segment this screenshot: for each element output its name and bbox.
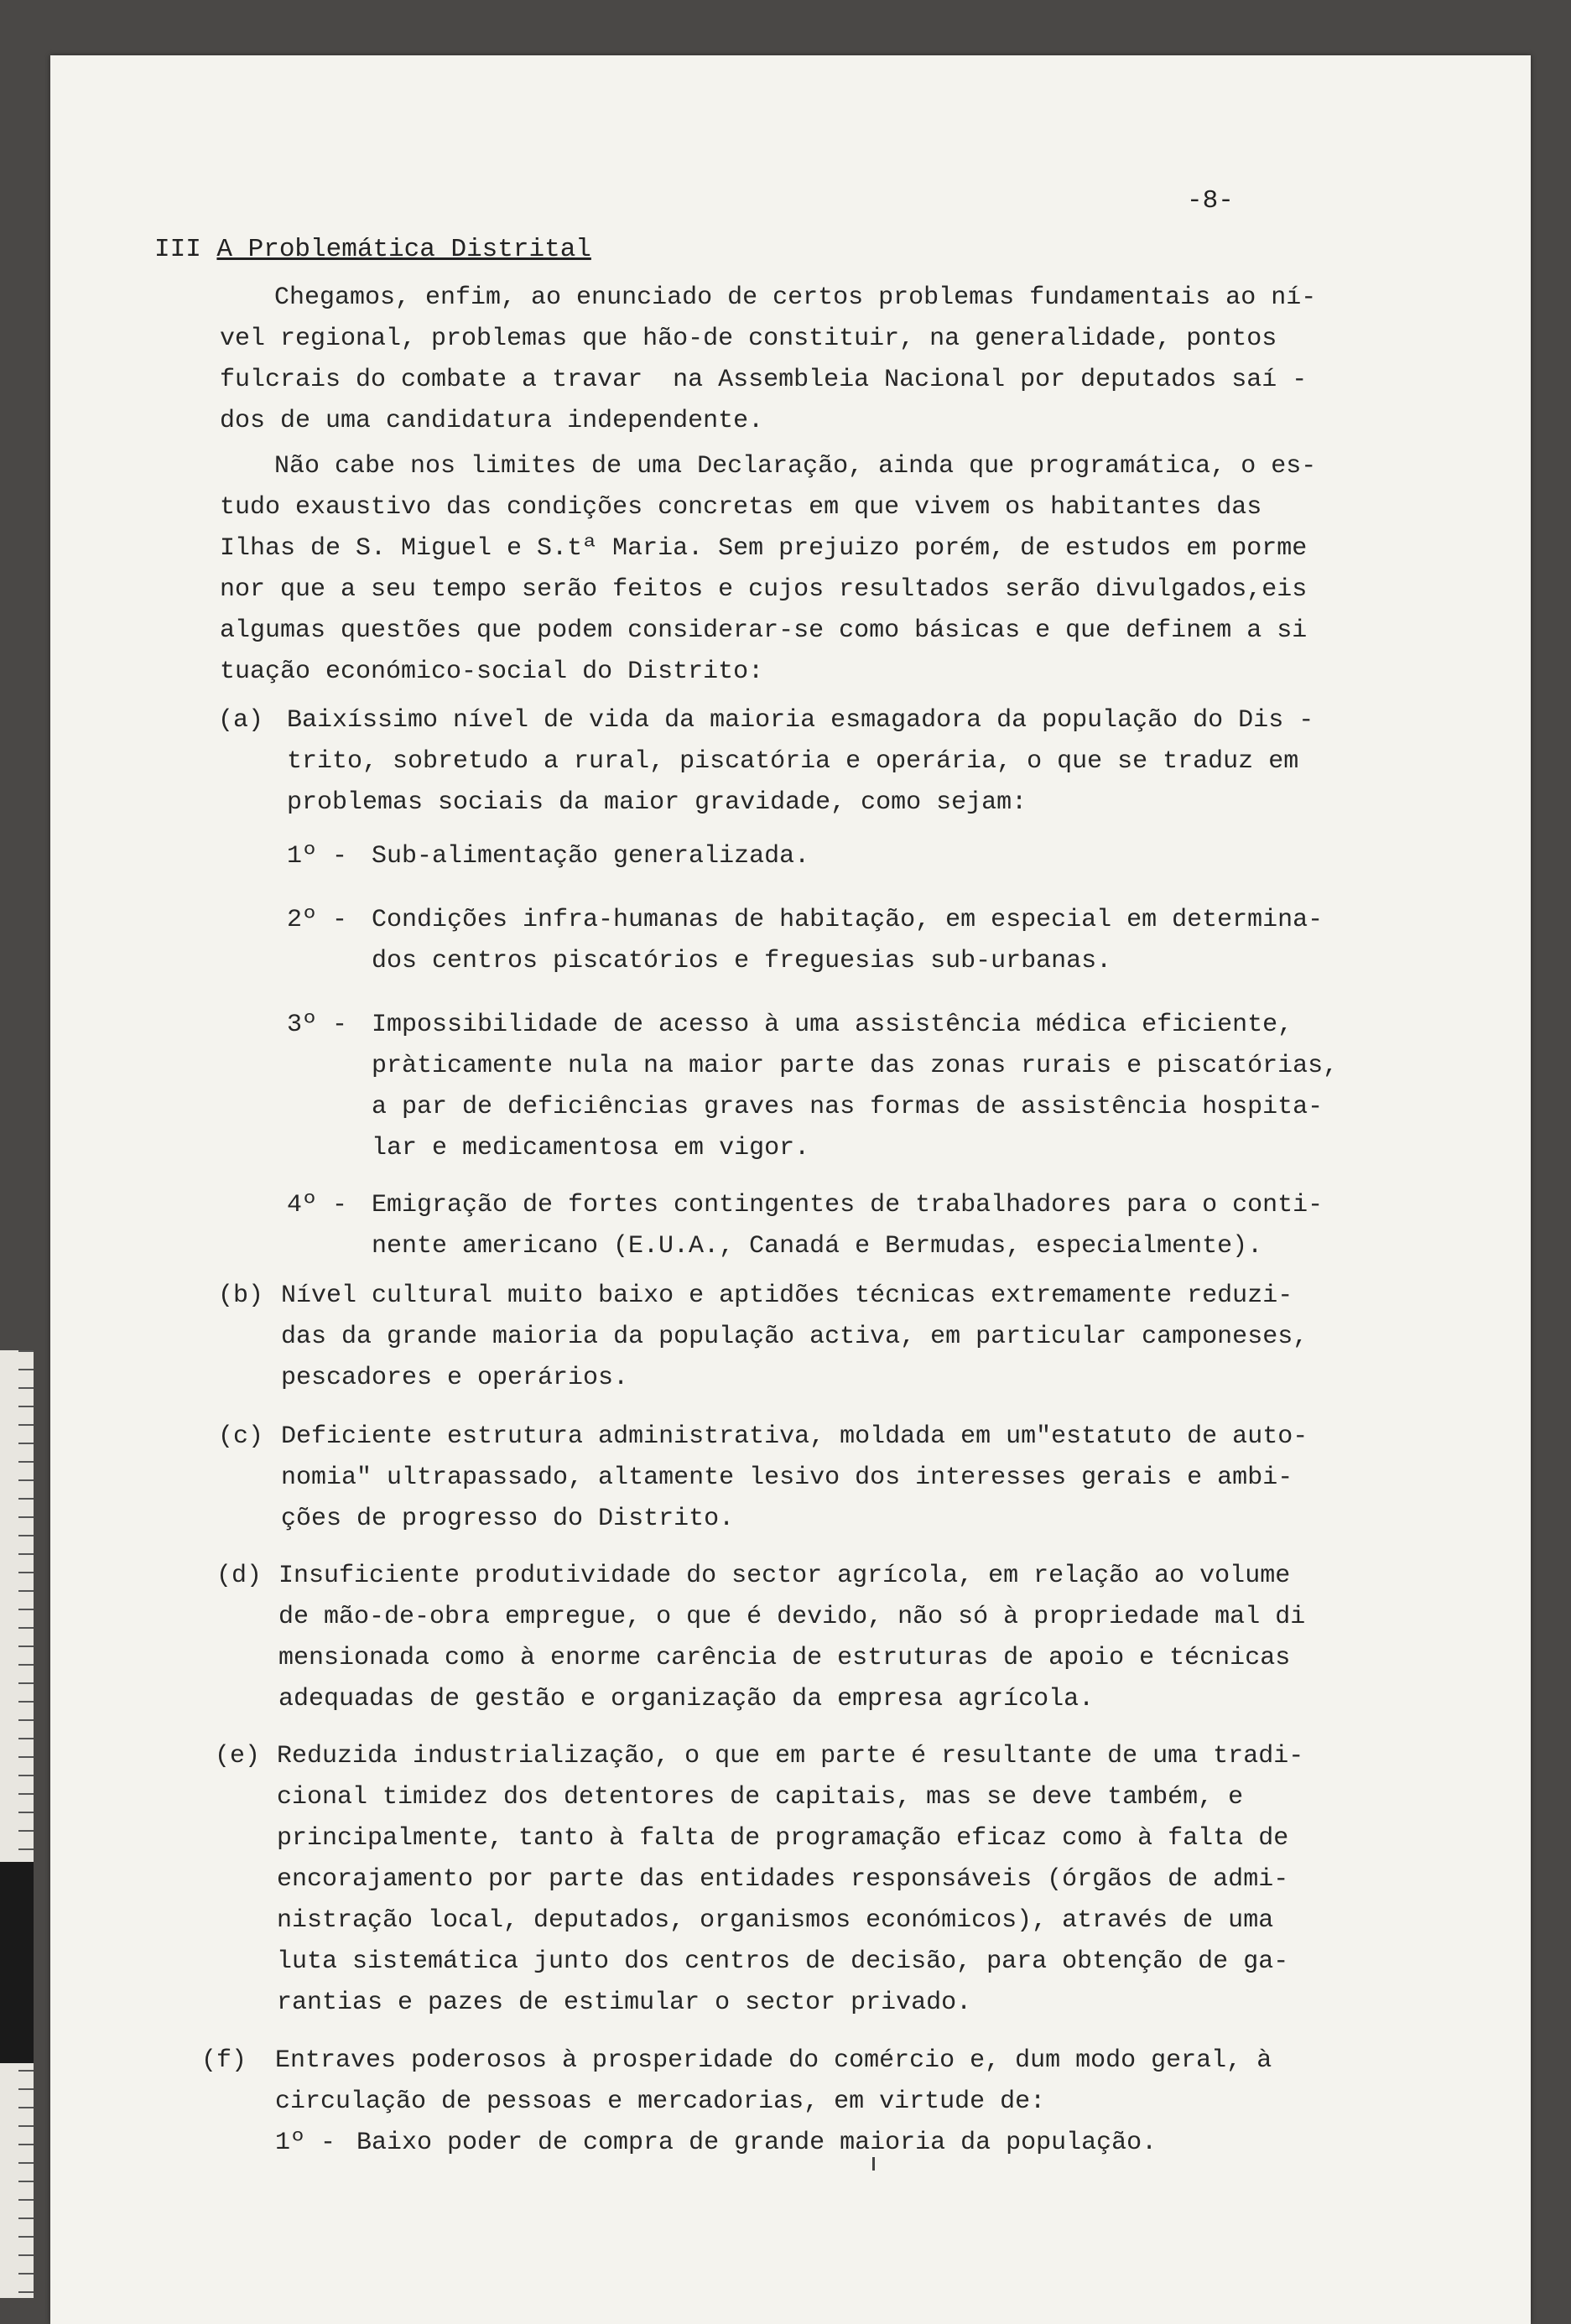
list-item-line: rantias e pazes de estimular o sector privado. — [277, 1989, 972, 2017]
paragraph-line: dos de uma candidatura independente. — [220, 407, 764, 435]
sublist-marker: 3º - — [287, 1011, 348, 1039]
list-item-line: problemas sociais da maior gravidade, como sejam: — [287, 788, 1027, 817]
sublist-marker: 1º - — [287, 842, 348, 871]
list-item-line: das da grande maioria da população activa, em particular camponeses, — [281, 1323, 1308, 1351]
sublist-item-line: pràticamente nula na maior parte das zonas rurais e piscatórias, — [372, 1052, 1339, 1080]
list-item-line: cional timidez dos detentores de capitais, mas se deve também, e — [277, 1783, 1244, 1812]
list-item-line: nomia" ultrapassado, altamente lesivo dos interesses gerais e ambi- — [281, 1464, 1293, 1492]
sublist-item-line: Impossibilidade de acesso à uma assistência médica eficiente, — [372, 1011, 1293, 1039]
list-item-line: Nível cultural muito baixo e aptidões técnicas extremamente reduzi- — [281, 1282, 1293, 1310]
list-item-line: principalmente, tanto à falta de programação eficaz como à falta de — [277, 1824, 1289, 1853]
sublist-item-line: Baixo poder de compra de grande maioria da população. — [356, 2129, 1157, 2157]
list-item-line: ções de progresso do Distrito. — [281, 1505, 735, 1533]
list-item-line: Insuficiente produtividade do sector agrícola, em relação ao volume — [278, 1562, 1291, 1590]
section-heading — [154, 235, 591, 264]
sublist-item-line: nente americano (E.U.A., Canadá e Bermudas, especialmente). — [372, 1232, 1263, 1261]
paragraph-line: algumas questões que podem considerar-se como básicas e que definem a si — [220, 616, 1308, 645]
list-marker: (d) — [216, 1562, 263, 1590]
list-marker: (e) — [215, 1742, 261, 1770]
paragraph-line: Chegamos, enfim, ao enunciado de certos problemas fundamentais ao ní- — [274, 283, 1317, 312]
sublist-marker: 2º - — [287, 906, 348, 934]
paragraph-line: Ilhas de S. Miguel e S.tª Maria. Sem prejuizo porém, de estudos em porme — [220, 534, 1308, 563]
list-item-line: mensionada como à enorme carência de estruturas de apoio e técnicas — [278, 1644, 1291, 1672]
sublist-item-line: lar e medicamentosa em vigor. — [372, 1134, 810, 1162]
list-item-line: trito, sobretudo a rural, piscatória e operária, o que se traduz em — [287, 747, 1299, 776]
paragraph-line: vel regional, problemas que hão-de constituir, na generalidade, pontos — [220, 325, 1277, 353]
list-marker: (a) — [218, 706, 264, 735]
sublist-item-line: a par de deficiências graves nas formas de assistência hospita- — [372, 1093, 1324, 1121]
sublist-item-line: dos centros piscatórios e freguesias sub-urbanas. — [372, 947, 1112, 975]
typed-page — [50, 55, 1531, 2324]
list-marker: (b) — [218, 1282, 264, 1310]
list-item-line: Baixíssimo nível de vida da maioria esmagadora da população do Dis - — [287, 706, 1314, 735]
list-item-line: luta sistemática junto dos centros de decisão, para obtenção de ga- — [277, 1947, 1289, 1976]
ruler-ticks — [0, 1350, 34, 2298]
sublist-item-line: Condições infra-humanas de habitação, em especial em determina- — [372, 906, 1324, 934]
page-mark — [872, 2157, 875, 2171]
section-title: A Problemática Distrital — [216, 235, 591, 264]
ruler-dark-band — [0, 1862, 34, 2063]
list-item-line: Deficiente estrutura administrativa, moldada em um"estatuto de auto- — [281, 1422, 1308, 1451]
list-item-line: nistração local, deputados, organismos económicos), através de uma — [277, 1906, 1274, 1935]
sublist-item-line: Emigração de fortes contingentes de trabalhadores para o conti- — [372, 1191, 1324, 1219]
list-item-line: encorajamento por parte das entidades responsáveis (órgãos de admi- — [277, 1865, 1289, 1894]
list-item-line: adequadas de gestão e organização da empresa agrícola. — [278, 1685, 1095, 1713]
list-marker: (c) — [218, 1422, 264, 1451]
list-item-line: pescadores e operários. — [281, 1364, 629, 1392]
paragraph-line: nor que a seu tempo serão feitos e cujos resultados serão divulgados,eis — [220, 575, 1308, 604]
list-item-line: Reduzida industrialização, o que em parte é resultante de uma tradi- — [277, 1742, 1304, 1770]
paragraph-line: tudo exaustivo das condições concretas em que vivem os habitantes das — [220, 493, 1262, 522]
list-item-line: Entraves poderosos à prosperidade do comércio e, dum modo geral, à — [275, 2046, 1272, 2075]
sublist-marker: 4º - — [287, 1191, 348, 1219]
page-number: -8- — [1187, 186, 1234, 216]
paragraph-line: tuação económico-social do Distrito: — [220, 658, 764, 686]
list-item-line: de mão-de-obra empregue, o que é devido, não só à propriedade mal di — [278, 1603, 1306, 1631]
sublist-item-line: Sub-alimentação generalizada. — [372, 842, 810, 871]
list-item-line: circulação de pessoas e mercadorias, em virtude de: — [275, 2087, 1046, 2116]
paragraph-line: Não cabe nos limites de uma Declaração, ainda que programática, o es- — [274, 452, 1317, 481]
sublist-marker: 1º - — [275, 2129, 336, 2157]
paragraph-line: fulcrais do combate a travar na Assembleia Nacional por deputados saí - — [220, 366, 1308, 394]
list-marker: (f) — [201, 2046, 247, 2075]
section-number: III — [154, 235, 201, 264]
